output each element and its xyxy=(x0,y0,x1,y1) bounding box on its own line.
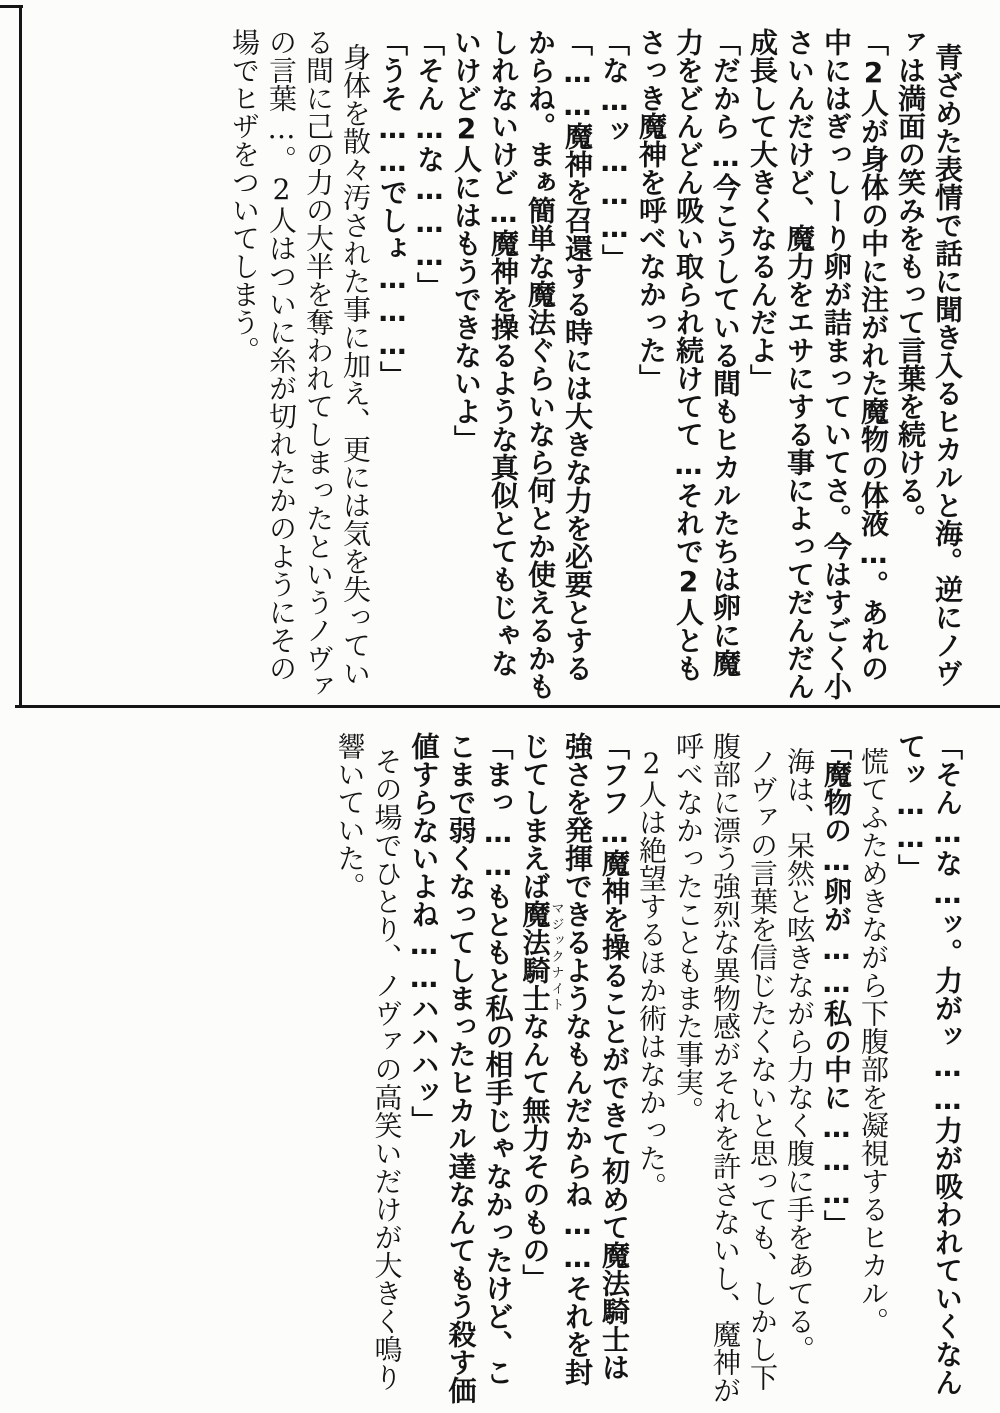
paragraph-narration: 青ざめた表情で話に聞き入るヒカルと海。逆にノヴァは満面の笑みをもって言葉を続ける。 xyxy=(894,28,964,687)
paragraph-dialogue: 「そん…な…ッ。力がッ……力が吸われていくなんてッ……」 xyxy=(894,732,964,1396)
paragraph-dialogue-with-ruby xyxy=(517,732,634,1408)
dialogue-text-before-ruby: 「フフ…魔神を操ることができて初めて魔法騎士は強さを発揮できるようなもんだからね……それを封じてしまえば xyxy=(518,732,631,1386)
paragraph-dialogue: 「な…ッ………」 xyxy=(598,28,631,272)
ruby-base: 魔法騎士 xyxy=(518,900,552,1012)
paragraph-dialogue: 「……魔神を召還する時には大きな力を必要とするからね。まぁ簡単な魔法ぐらいなら何とか使えるかもしれないけど…魔神を操るような真似とてもじゃないけど2人にはもうできないよ」 xyxy=(450,28,594,700)
left-frame-rule xyxy=(19,5,22,708)
dialogue-text-after-ruby: なんて無力そのもの」 xyxy=(518,1012,552,1292)
paragraph-narration: ノヴァの言葉を信じたくないと思っても、しかし下腹部に漂う強烈な異物感がそれを許さないし、魔神が呼べなかったこともまた事実。 xyxy=(672,732,779,1404)
paragraph-dialogue: 「2人が身体の中に注がれた魔物の体液…。あれの中にはぎっしーり卵が詰まっていてさ。今はすごく小さいんだけど、魔力をエサにする事によってだんだん成長して大きくなるんだよ」 xyxy=(746,28,890,700)
upper-text-block xyxy=(226,28,966,704)
section-divider-rule xyxy=(15,705,1000,708)
paragraph-dialogue: 「うそ……でしょ………」 xyxy=(376,28,409,389)
paragraph-dialogue: 「まっ……もともと私の相手じゃなかったけど、ここまで弱くなってしまったヒカル達なんてもう殺す価値すらないよね……ハハハッ」 xyxy=(407,732,515,1404)
paragraph-dialogue: 「魔物の…卵が……私の中に………」 xyxy=(820,732,853,1238)
ruby-annotated-word xyxy=(518,900,564,1012)
paragraph-narration: 海は、呆然と呟きながら力なく腹に手をあてる。 xyxy=(783,747,816,1363)
paragraph-narration: 身体を散々汚された事に加え、更には気を失っている間に己の力の大半を奪われてしまったというノヴァの言葉…。2人はついに糸が切れたかのようにその場でヒザをついてしまう。 xyxy=(228,28,372,700)
paragraph-dialogue: 「だから…今こうしている間もヒカルたちは卵に魔力をどんどん吸い取られ続けてて…それで2人ともさっき魔神を呼べなかった」 xyxy=(635,28,742,682)
paragraph-narration: 2人は絶望するほか術はなかった。 xyxy=(635,747,668,1200)
lower-text-block xyxy=(332,732,967,1408)
paragraph-dialogue: 「そん…な………」 xyxy=(413,28,446,300)
ruby-furigana: マジックナイト xyxy=(548,900,564,1012)
paragraph-narration: その場でひとり、ノヴァの高笑いだけが大きく鳴り響いていた。 xyxy=(333,732,404,1391)
paragraph-narration: 慌てふためきながら下腹部を凝視するヒカル。 xyxy=(857,747,890,1335)
